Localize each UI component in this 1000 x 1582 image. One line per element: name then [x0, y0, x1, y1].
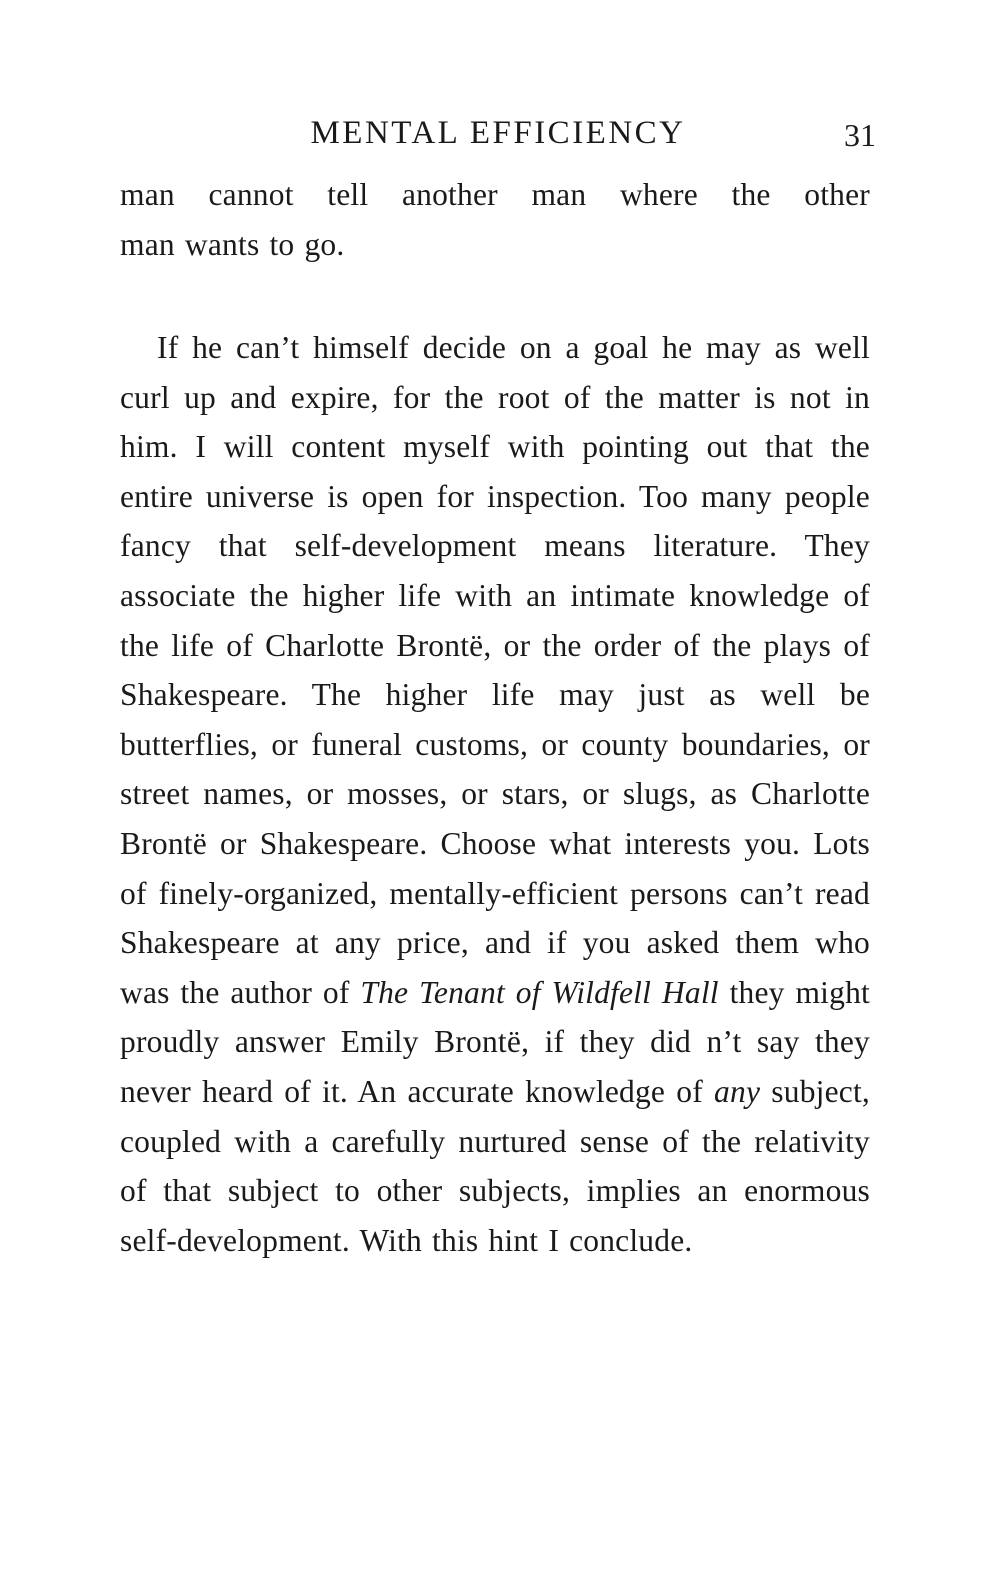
paragraph-text-1: If he can’t himself decide on a goal he may as well curl up and expire, for the root of the matter is not in him. I will content myself with pointing out that the entire universe is open for inspection. Too many people fancy that self-development means literature. They associate the higher life with an intimate knowledge of the life of Charlotte Brontë, or the order of the plays of Shakespeare. The higher life may just as well be butterflies, or funeral customs, or county boundaries, or street names, or mosses, or stars, or slugs, as Charlotte Brontë or Shakespeare. Choose what interests you. Lots of finely-organized, mentally-efficient persons can’t read Shakespeare at any price, and if you asked them who was the author of: [120, 330, 870, 1010]
paragraph-text-2: they might proudly answer Emily Brontë, if they did n’t say they never heard of it. An accurate knowledge of: [120, 974, 870, 1109]
running-title: MENTAL EFFICIENCY: [310, 115, 686, 151]
book-title: The Tenant of Wildfell Hall: [360, 974, 719, 1010]
continuation-text: [120, 170, 870, 269]
running-head: [120, 108, 876, 158]
body-paragraph: [120, 323, 870, 1265]
emphasis-word: any: [714, 1073, 761, 1109]
page-number: 31: [844, 117, 876, 153]
continuation-line-1: man cannot tell another man where the other: [120, 177, 870, 212]
continuation-line-2: man wants to go.: [120, 226, 345, 262]
paragraph-text-3: subject, coupled with a carefully nurtured sense of the relativity of that subject to other subjects, implies an enormous self-development. With this hint I conclude.: [120, 1073, 870, 1258]
